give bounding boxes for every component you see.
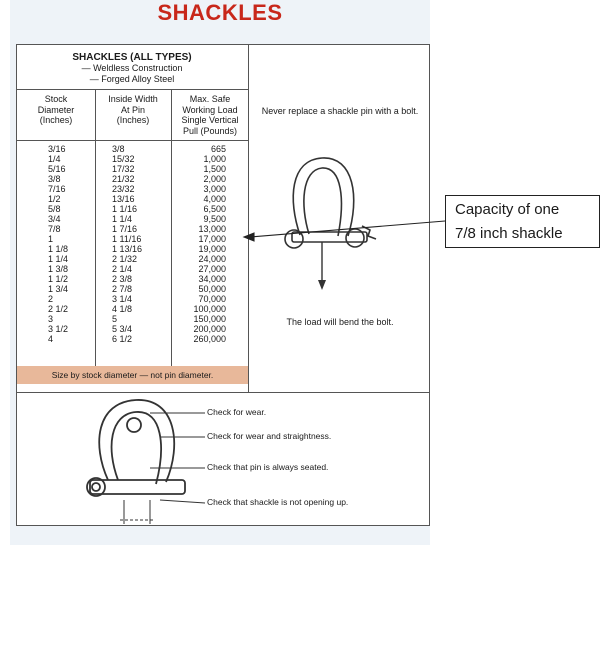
callout-line-2: 7/8 inch shackle (455, 225, 563, 242)
check-wear: Check for wear. (207, 407, 267, 417)
table-footer-note: Size by stock diameter — not pin diameter. (17, 366, 248, 384)
column-header-working-load: Max. Safe Working Load Single Vertical Pull (Pounds) (181, 94, 239, 136)
working-load-cell: 34,000 (198, 274, 226, 284)
inside-width-cell: 5 3/4 (112, 324, 133, 334)
stock-diameter-cell: 1/2 (48, 194, 61, 204)
check-wear-straightness: Check for wear and straightness. (207, 431, 332, 441)
stock-diameter-cell: 1 3/4 (48, 284, 69, 294)
inside-width-cell: 1 1/4 (112, 214, 133, 224)
working-load-cell: 9,500 (203, 214, 226, 224)
stock-diameter-cell: 3 1/2 (48, 324, 69, 334)
table-subheading-2: — Forged Alloy Steel (89, 74, 175, 84)
shackle-inspection-illustration (87, 400, 185, 524)
working-load-cell: 100,000 (193, 304, 226, 314)
inside-width-cell: 1 13/16 (112, 244, 143, 254)
working-load-cell: 665 (210, 144, 226, 154)
column-header-stock-diameter: Stock Diameter (Inches) (37, 94, 75, 125)
inside-width-cell: 3 1/4 (112, 294, 133, 304)
working-load-cell: 1,500 (203, 164, 226, 174)
inside-width-cell: 2 1/32 (112, 254, 138, 264)
working-load-cell: 13,000 (198, 224, 226, 234)
stock-diameter-cell: 2 (48, 294, 54, 304)
inside-width-cell: 4 1/8 (112, 304, 133, 314)
stock-diameter-cell: 5/8 (48, 204, 61, 214)
shackle-bolt-illustration (285, 158, 376, 290)
stock-diameter-cell: 7/8 (48, 224, 61, 234)
working-load-cell: 6,500 (203, 204, 226, 214)
stock-diameter-cell: 1 (48, 234, 54, 244)
working-load-cell: 70,000 (198, 294, 226, 304)
inside-width-cell: 21/32 (112, 174, 135, 184)
stock-diameter-cell: 1/4 (48, 154, 61, 164)
inside-width-cell: 1 7/16 (112, 224, 138, 234)
column-header-inside-width: Inside Width At Pin (Inches) (108, 94, 158, 125)
stock-diameter-cell: 1 3/8 (48, 264, 69, 274)
inside-width-cell: 2 3/8 (112, 274, 133, 284)
stock-diameter-cell: 2 1/2 (48, 304, 69, 314)
stock-diameter-cell: 1 1/2 (48, 274, 69, 284)
inside-width-cell: 23/32 (112, 184, 135, 194)
inside-width-cell: 3/8 (112, 144, 125, 154)
working-load-cell: 3,000 (203, 184, 226, 194)
check-pin-seated: Check that pin is always seated. (207, 462, 329, 472)
working-load-cell: 24,000 (198, 254, 226, 264)
table-heading-title: SHACKLES (ALL TYPES) (72, 52, 192, 63)
callout-box (445, 195, 600, 248)
working-load-cell: 50,000 (198, 284, 226, 294)
consequence-text: The load will bend the bolt. (286, 317, 394, 327)
stock-diameter-cell: 4 (48, 334, 54, 344)
inside-width-cell: 17/32 (112, 164, 135, 174)
working-load-cell: 150,000 (193, 314, 226, 324)
inside-width-cell: 2 7/8 (112, 284, 133, 294)
inside-width-cell: 2 1/4 (112, 264, 133, 274)
working-load-cell: 2,000 (203, 174, 226, 184)
inside-width-cell: 6 1/2 (112, 334, 133, 344)
inside-width-cell: 13/16 (112, 194, 135, 204)
stock-diameter-cell: 3/8 (48, 174, 61, 184)
stock-diameter-cell: 3/4 (48, 214, 61, 224)
inside-width-cell: 1 1/16 (112, 204, 138, 214)
table-subheading-1: — Weldless Construction (81, 63, 183, 73)
working-load-cell: 19,000 (198, 244, 226, 254)
warning-text: Never replace a shackle pin with a bolt. (261, 106, 419, 116)
page-title: SHACKLES (157, 0, 283, 25)
inside-width-cell: 1 11/16 (112, 234, 142, 244)
stock-diameter-cell: 5/16 (48, 164, 66, 174)
stock-diameter-cell: 3/16 (48, 144, 66, 154)
working-load-cell: 27,000 (198, 264, 226, 274)
callout-line-1: Capacity of one (455, 201, 560, 218)
working-load-cell: 260,000 (193, 334, 226, 344)
stock-diameter-cell: 3 (48, 314, 54, 324)
callout-arrow (244, 221, 445, 241)
working-load-cell: 4,000 (203, 194, 226, 204)
stock-diameter-cell: 1 1/8 (48, 244, 69, 254)
stock-diameter-cell: 1 1/4 (48, 254, 69, 264)
working-load-cell: 200,000 (193, 324, 226, 334)
working-load-cell: 1,000 (203, 154, 226, 164)
inside-width-cell: 5 (112, 314, 118, 324)
stock-diameter-cell: 7/16 (48, 184, 66, 194)
working-load-cell: 17,000 (198, 234, 226, 244)
check-not-opening: Check that shackle is not opening up. (207, 497, 349, 507)
inside-width-cell: 15/32 (112, 154, 135, 164)
